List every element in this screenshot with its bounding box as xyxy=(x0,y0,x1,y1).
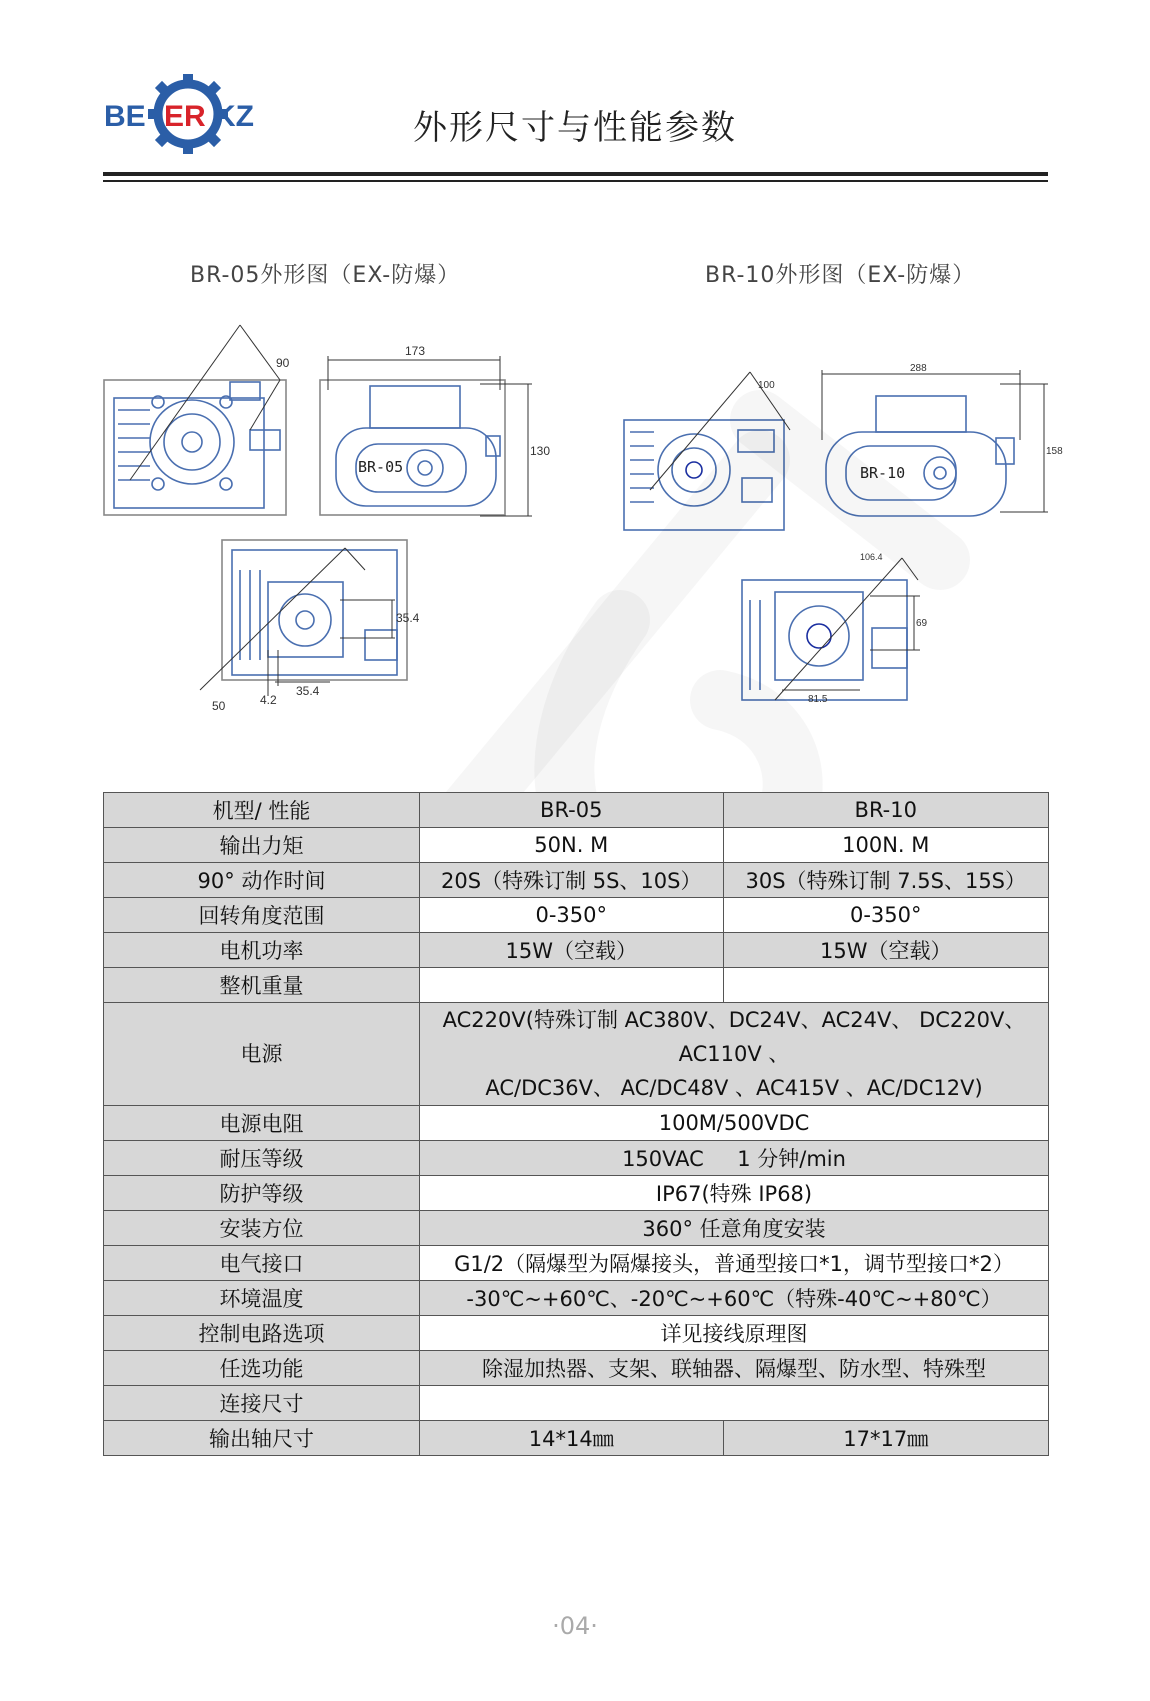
logo-text-mid: ER xyxy=(164,100,206,133)
row-label: 控制电路选项 xyxy=(104,1316,420,1351)
br10-dim-bottom: 81.5 xyxy=(808,694,828,705)
cell-br10: BR-10 xyxy=(723,793,1048,828)
br10-caption: BR-10外形图（EX-防爆） xyxy=(705,263,976,288)
cell-span: G1/2（隔爆型为隔爆接头，普通型接口*1，调节型接口*2） xyxy=(420,1246,1049,1281)
spec-table xyxy=(103,792,1049,1456)
br10-dim-side: 69 xyxy=(916,618,928,629)
row-label: 90° 动作时间 xyxy=(104,863,420,898)
cell-br10: 0-350° xyxy=(723,898,1048,933)
br05-dim-height: 130 xyxy=(530,444,550,458)
br05-dim-side: 35.4 xyxy=(396,611,420,625)
table-row xyxy=(104,793,1049,828)
table-row xyxy=(104,1106,1049,1141)
row-label: 输出力矩 xyxy=(104,828,420,863)
cell-br10: 30S（特殊订制 7.5S、15S） xyxy=(723,863,1048,898)
br10-outline-drawing xyxy=(610,360,1070,710)
power-line-2: AC/DC36V、 AC/DC48V 、AC415V 、AC/DC12V) xyxy=(485,1076,983,1100)
row-label: 电源 xyxy=(104,1003,420,1106)
logo-text-right: KZ xyxy=(214,100,254,133)
table-row xyxy=(104,968,1049,1003)
row-label: 耐压等级 xyxy=(104,1141,420,1176)
cell-br05: 15W（空载） xyxy=(420,933,724,968)
row-label: 整机重量 xyxy=(104,968,420,1003)
header-rule-thick xyxy=(103,172,1048,176)
br05-dim-diag2: 50 xyxy=(212,699,226,713)
cell-span: 100M/500VDC xyxy=(420,1106,1049,1141)
br05-dim-width: 173 xyxy=(405,344,426,358)
br10-dim-diag2: 106.4 xyxy=(860,552,883,562)
cell-br10: 15W（空载） xyxy=(723,933,1048,968)
cell-span: 除湿加热器、支架、联轴器、隔爆型、防水型、特殊型 xyxy=(420,1351,1049,1386)
br05-dim-diag: 90 xyxy=(276,356,290,370)
cell-br05: BR-05 xyxy=(420,793,724,828)
cell-br10: 100N. M xyxy=(723,828,1048,863)
cell-span: IP67(特殊 IP68) xyxy=(420,1176,1049,1211)
br05-caption: BR-05外形图（EX-防爆） xyxy=(190,263,461,288)
br10-model-label: BR-10 xyxy=(860,464,906,482)
br05-outline-drawing xyxy=(100,320,550,720)
table-row xyxy=(104,933,1049,968)
br05-dim-small: 4.2 xyxy=(260,693,277,707)
table-row xyxy=(104,1003,1049,1106)
row-label: 电机功率 xyxy=(104,933,420,968)
table-row xyxy=(104,863,1049,898)
logo-text-left: BE xyxy=(104,100,146,133)
table-row xyxy=(104,1421,1049,1456)
row-label: 防护等级 xyxy=(104,1176,420,1211)
power-line-1: AC220V(特殊订制 AC380V、DC24V、AC24V、 DC220V、 AC110V 、 xyxy=(442,1008,1026,1066)
header-rule-thin xyxy=(103,180,1048,182)
cell-span: -30℃~+60℃、-20℃~+60℃（特殊-40℃~+80℃） xyxy=(420,1281,1049,1316)
br10-dim-diag: 100 xyxy=(758,380,775,391)
cell-span xyxy=(420,1386,1049,1421)
cell-br05: 20S（特殊订制 5S、10S） xyxy=(420,863,724,898)
table-row xyxy=(104,1386,1049,1421)
row-label: 输出轴尺寸 xyxy=(104,1421,420,1456)
table-row xyxy=(104,1141,1049,1176)
row-label: 环境温度 xyxy=(104,1281,420,1316)
page-title: 外形尺寸与性能参数 xyxy=(413,108,737,148)
cell-span: 360° 任意角度安装 xyxy=(420,1211,1049,1246)
row-label: 安装方位 xyxy=(104,1211,420,1246)
cell-br10 xyxy=(723,968,1048,1003)
cell-br05: 0-350° xyxy=(420,898,724,933)
row-label: 电源电阻 xyxy=(104,1106,420,1141)
table-row xyxy=(104,1316,1049,1351)
br10-dim-width: 288 xyxy=(910,363,927,374)
cell-span xyxy=(420,1003,1049,1106)
table-row xyxy=(104,1176,1049,1211)
row-label: 任选功能 xyxy=(104,1351,420,1386)
cell-br10: 17*17㎜ xyxy=(723,1421,1048,1456)
cell-span: 详见接线原理图 xyxy=(420,1316,1049,1351)
table-row xyxy=(104,828,1049,863)
cell-br05: 50N. M xyxy=(420,828,724,863)
cell-br05: 14*14㎜ xyxy=(420,1421,724,1456)
cell-br05 xyxy=(420,968,724,1003)
row-label: 电气接口 xyxy=(104,1246,420,1281)
row-label: 连接尺寸 xyxy=(104,1386,420,1421)
br05-model-label: BR-05 xyxy=(358,458,404,476)
br10-dim-height: 158 xyxy=(1046,446,1063,457)
page-number: ·04· xyxy=(552,1612,598,1640)
br05-dim-bottom: 35.4 xyxy=(296,684,320,698)
table-row xyxy=(104,1246,1049,1281)
table-row xyxy=(104,1351,1049,1386)
table-row xyxy=(104,1281,1049,1316)
row-label: 机型/ 性能 xyxy=(104,793,420,828)
table-row xyxy=(104,898,1049,933)
table-row xyxy=(104,1211,1049,1246)
row-label: 回转角度范围 xyxy=(104,898,420,933)
cell-span: 150VAC 1 分钟/min xyxy=(420,1141,1049,1176)
